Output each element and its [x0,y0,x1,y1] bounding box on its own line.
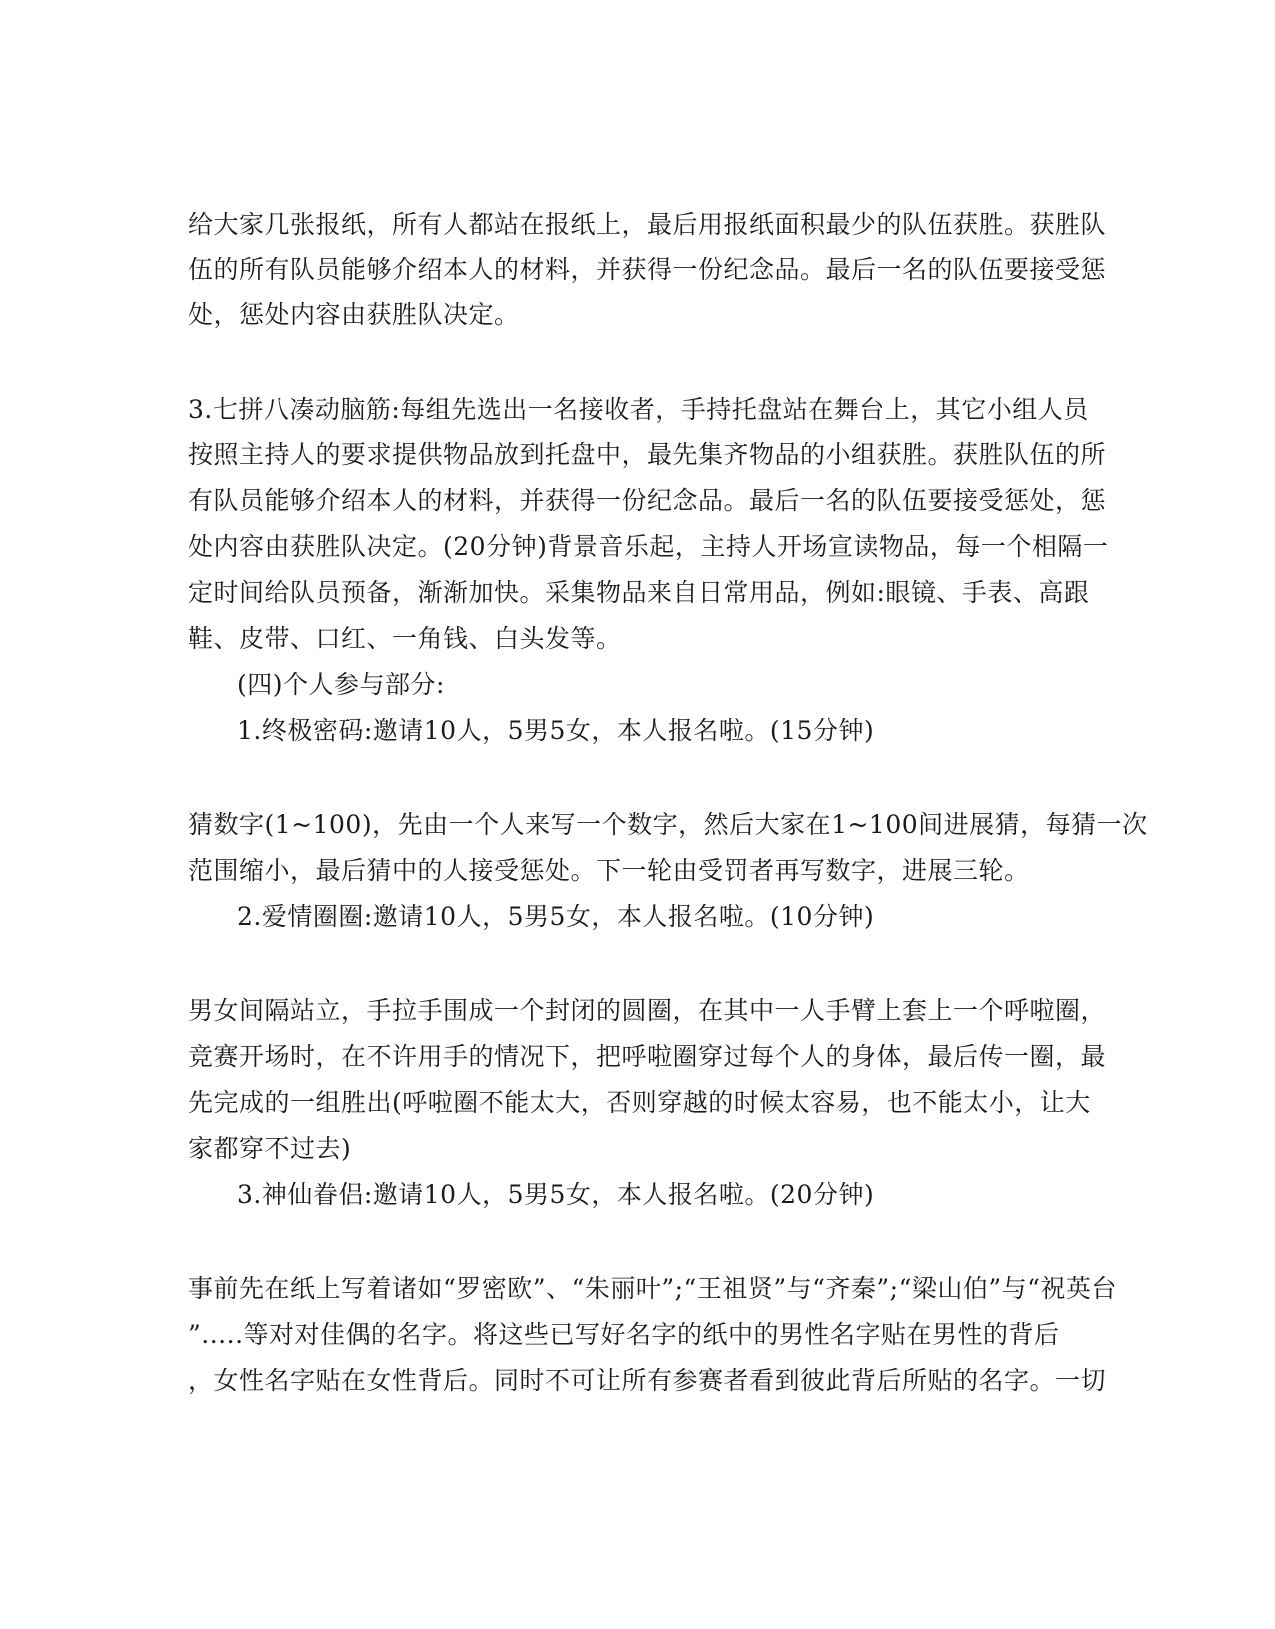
item-heading: 3.神仙眷侣:邀请10人，5男5女，本人报名啦。(20分钟) [237,1180,875,1209]
text-line: 竞赛开场时，在不许用手的情况下，把呼啦圈穿过每个人的身体，最后传一圈，最 [188,1042,1107,1071]
text-line: 定时间给队员预备，渐渐加快。采集物品来自日常用品，例如:眼镜、手表、高跟 [188,578,1090,607]
text-line: 先完成的一组胜出(呼啦圈不能太大，否则穿越的时候太容易，也不能太小，让大 [188,1088,1091,1117]
text-line: 给大家几张报纸，所有人都站在报纸上，最后用报纸面积最少的队伍获胜。获胜队 [188,210,1107,239]
text-line: 事前先在纸上写着诸如“罗密欧”、“朱丽叶”;“王祖贤”与“齐秦”;“梁山伯”与“祝英台 [188,1274,1117,1303]
text-line: 有队员能够介绍本人的材料，并获得一份纪念品。最后一名的队伍要接受惩处，惩 [188,486,1107,515]
text-line: 处，惩处内容由获胜队决定。 [188,300,520,329]
text-line: 处内容由获胜队决定。(20分钟)背景音乐起，主持人开场宣读物品，每一个相隔一 [188,532,1109,561]
text-line: ”.....等对对佳偶的名字。将这些已写好名字的纸中的男性名字贴在男性的背后 [188,1320,1060,1349]
item-heading: 2.爱情圈圈:邀请10人，5男5女，本人报名啦。(10分钟) [237,902,875,931]
text-line: 按照主持人的要求提供物品放到托盘中，最先集齐物品的小组获胜。获胜队伍的所 [188,440,1107,469]
section-heading: (四)个人参与部分: [237,670,445,699]
text-line: 3.七拼八凑动脑筋:每组先选出一名接收者，手持托盘站在舞台上，其它小组人员 [188,395,1089,424]
text-line: 伍的所有队员能够介绍本人的材料，并获得一份纪念品。最后一名的队伍要接受惩 [188,255,1107,284]
item-heading: 1.终极密码:邀请10人，5男5女，本人报名啦。(15分钟) [237,716,875,745]
text-line: 家都穿不过去) [188,1134,352,1163]
text-line: 猜数字(1~100)，先由一个人来写一个数字，然后大家在1~100间进展猜，每猜一次 [188,810,1148,839]
text-line: ，女性名字贴在女性背后。同时不可让所有参赛者看到彼此背后所贴的名字。一切 [188,1366,1107,1395]
text-line: 男女间隔站立，手拉手围成一个封闭的圆圈，在其中一人手臂上套上一个呼啦圈， [188,996,1107,1025]
text-line: 范围缩小，最后猜中的人接受惩处。下一轮由受罚者再写数字，进展三轮。 [188,856,1030,885]
text-line: 鞋、皮带、口红、一角钱、白头发等。 [188,624,622,653]
